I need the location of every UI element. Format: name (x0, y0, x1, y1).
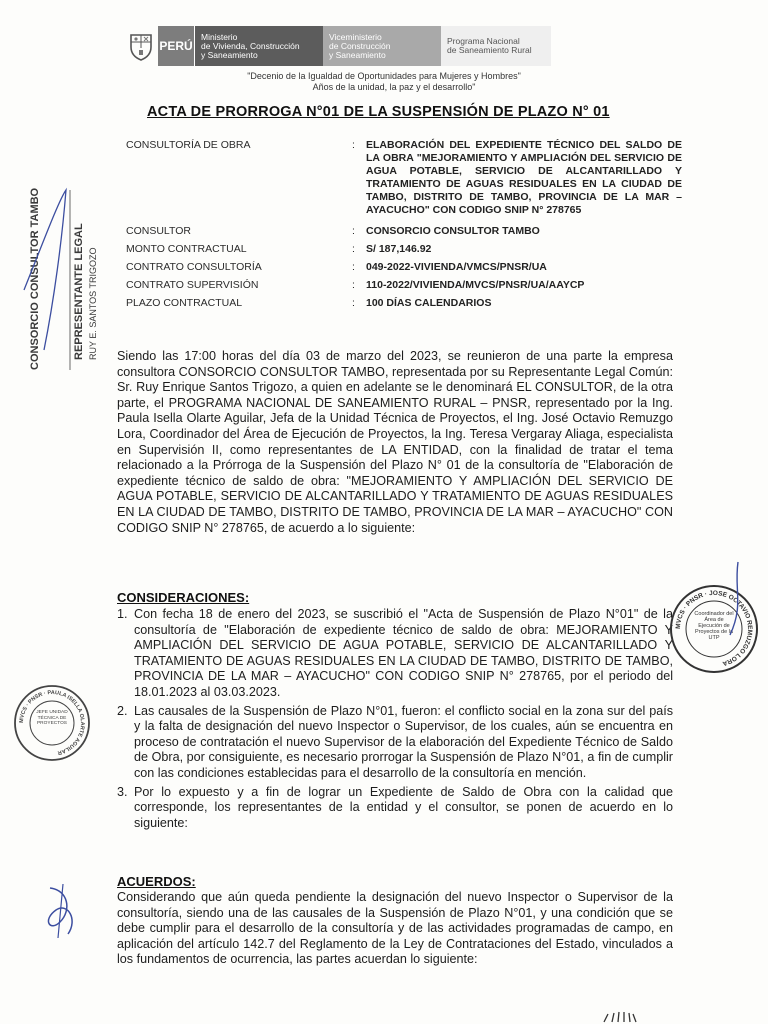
list-item (117, 704, 673, 782)
bottom-left-signature (38, 880, 88, 940)
info-value: CONSORCIO CONSULTOR TAMBO (366, 224, 540, 237)
info-row (126, 225, 682, 238)
info-value: 110-2022/VIVIENDA/MVCS/PNSR/UA/AAYCP (366, 278, 585, 291)
info-label: MONTO CONTRACTUAL (126, 242, 247, 255)
page-edge-marks (600, 1010, 640, 1024)
info-row (126, 261, 682, 274)
item-text: Con fecha 18 de enero del 2023, se suscribió el "Acta de Suspensión de Plazo N°01" de la consultoría de "Elaboración de expediente técnico de saldo de obra: MEJORAMIENTO Y AMPLIACIÓN DEL SERVICIO DE AGUA POTABLE, SERVICIO DE ALCANTARILLADO Y TRATAMIENTO DE AGUAS RESIDUALES EN LA CIUDAD DE TAMBO, DISTRITO DE TAMBO, PROVINCIA DE LA MAR – AYACUCHO" CON CODIGO SNIP N° 278765, por el periodo del 18.01.2023 al 03.03.2023. (134, 607, 673, 699)
official-motto (0, 71, 768, 93)
item-text: Por lo expuesto y a fin de lograr un Expediente de Saldo de Obra con la calidad que corresponde, los representantes de la entidad y el consultor, se ponen de acuerdo en lo siguiente: (134, 784, 673, 830)
info-label: CONTRATO SUPERVISIÓN (126, 278, 259, 291)
stamp-text-name: RUY E. SANTOS TRIGOZO (88, 247, 98, 360)
seal-center-text: JEFE UNIDAD TÉCNICA DE PROYECTOS (36, 710, 68, 726)
agreements-heading: ACUERDOS: (117, 874, 196, 889)
info-label: CONTRATO CONSULTORÍA (126, 260, 262, 273)
info-colon: : (352, 296, 355, 309)
motto-line-2: Años de la unidad, la paz y el desarrollo" (312, 82, 476, 92)
peru-logo (158, 26, 195, 66)
info-colon: : (352, 278, 355, 291)
institution-header (124, 26, 551, 66)
item-number: 1. (117, 607, 128, 621)
stamp-text-role: REPRESENTANTE LEGAL (73, 223, 85, 360)
info-value: 100 DÍAS CALENDARIOS (366, 296, 492, 309)
info-row (126, 243, 682, 256)
stamp-text-company: CONSORCIO CONSULTOR TAMBO (29, 187, 41, 370)
seal-ring-text: MVCS · PNSR · JOSE OCTAVIO REMUZGO LORA (674, 589, 754, 667)
info-label: CONSULTOR (126, 224, 191, 237)
info-label: PLAZO CONTRACTUAL (126, 296, 243, 309)
agreements-paragraph: Considerando que aún queda pendiente la designación del nuevo Inspector o Supervisor de la consultoría, siendo una de las causales de la Suspensión de Plazo N°01, y una condición que se debe cumplir para el desarrollo de la consultoría y de las actividades programadas de campo, en aplicación del artículo 142.7 del Reglamento de la Ley de Contrataciones del Estado, vinculados a los fundamentos de ocurrencia, las partes acuerdan lo siguiente: (117, 890, 673, 967)
ministry-text: Ministerio de Vivienda, Construcción y Saneamiento (201, 31, 300, 60)
info-value: ELABORACIÓN DEL EXPEDIENTE TÉCNICO DEL SALDO DE LA OBRA "MEJORAMIENTO Y AMPLIACIÓN DEL SERVICIO DE AGUA POTABLE, SERVICIO DE ALCANTARILLADO Y TRATAMIENTO DE AGUAS RESIDUALES EN LA CIUDAD DE TAMBO, DISTRITO DE TAMBO, PROVINCIA DE LA MAR – AYACUCHO" CON CODIGO SNIP N° 278765 (366, 139, 682, 217)
right-signature (720, 560, 750, 640)
info-colon: : (352, 242, 355, 255)
item-number: 2. (117, 703, 128, 718)
info-row (126, 279, 682, 292)
info-colon: : (352, 224, 355, 237)
item-text: Las causales de la Suspensión de Plazo N°01, fueron: el conflicto social en la zona sur del país y la falta de designación del nuevo Inspector o Supervisor, de los cuales, aún se encuentra en proceso de contratación el nuevo Supervisor de la elaboración del Expediente Técnico de Saldo de Obra, por consiguiente, es necesario prorrogar la Suspensión de Plazo N°01, a fin de cumplir con las condiciones establecidas para el desarrollo de la consultoría en mención. (134, 703, 673, 780)
vice-ministry-text: Viceministerio de Construcción y Saneamiento (329, 31, 391, 60)
country-label: PERÚ (159, 39, 193, 53)
list-item (117, 785, 673, 832)
info-value: S/ 187,146.92 (366, 242, 432, 255)
coat-of-arms-icon (124, 26, 158, 66)
document-title: ACTA DE PRORROGA N°01 DE LA SUSPENSIÓN DE PLAZO N° 01 (147, 104, 610, 120)
info-colon: : (352, 139, 355, 151)
program-label (441, 26, 551, 66)
left-official-seal (12, 683, 92, 763)
info-colon: : (352, 260, 355, 273)
info-value: 049-2022-VIVIENDA/VMCS/PNSR/UA (366, 260, 547, 273)
consultant-stamp (4, 180, 124, 380)
info-row (126, 297, 682, 310)
info-row (126, 139, 682, 218)
seal-center-text: Coordinador del Área de Ejecución de Proyectos de la UTP (694, 611, 734, 641)
ministry-label (195, 26, 323, 66)
motto-line-1: "Decenio de la Igualdad de Oportunidades para Mujeres y Hombres" (247, 71, 521, 81)
info-label: CONSULTORÍA DE OBRA (126, 139, 251, 151)
vice-ministry-label (323, 26, 441, 66)
considerations-heading: CONSIDERACIONES: (117, 590, 250, 605)
program-text: Programa Nacional de Saneamiento Rural (447, 36, 532, 55)
list-item (117, 607, 673, 701)
contract-info-table (126, 139, 682, 315)
considerations-list (117, 607, 673, 834)
seal-ring-text: MVCS · PNSR · PAULA ISELLA OLARTE AGUILAR (18, 689, 86, 756)
intro-paragraph: Siendo las 17:00 horas del día 03 de marzo del 2023, se reunieron de una parte la empresa consultora CONSORCIO CONSULTOR TAMBO, representada por su Representante Legal Común: Sr. Ruy Enrique Santos Trigozo, a quien en adelante se le denominará EL CONSULTOR, de la otra parte, el PROGRAMA NACIONAL DE SANEAMIENTO RURAL – PNSR, representado por la Ing. Paula Isella Olarte Aguilar, Jefa de la Unidad Técnica de Proyectos, el Ing. José Octavio Remuzgo Lora, Coordinador del Área de Ejecución de Proyectos, la Ing. Teresa Vergaray Aliaga, especialista en Supervisión II, como representantes de LA ENTIDAD, con la finalidad de tratar el tema relacionado a la Prórroga de la Suspensión del Plazo N° 01 de la consultoría de "Elaboración de expediente técnico de saldo de obra: "MEJORAMIENTO Y AMPLIACIÓN DEL SERVICIO DE AGUA POTABLE, SERVICIO DE ALCANTARILLADO Y TRATAMIENTO DE AGUAS RESIDUALES EN LA CIUDAD DE TAMBO, DISTRITO DE TAMBO, PROVINCIA DE LA MAR – AYACUCHO" CON CODIGO SNIP N° 278765, de acuerdo a lo siguiente: (117, 349, 673, 535)
item-number: 3. (117, 784, 128, 799)
